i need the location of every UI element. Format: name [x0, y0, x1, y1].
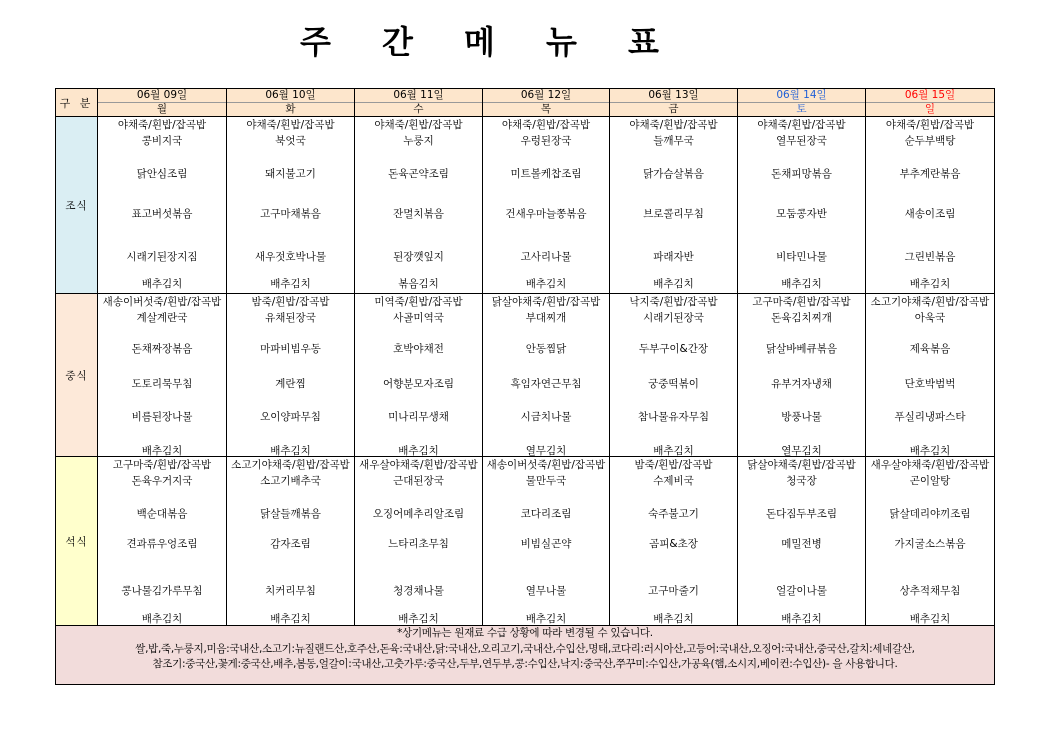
menu-item: 배추김치 [398, 613, 439, 625]
menu-item: 상추적채무침 [899, 585, 961, 597]
menu-item: 돼지불고기 [265, 168, 316, 180]
menu-item: 배추김치 [398, 445, 439, 457]
title-char: 뉴 [546, 23, 577, 61]
menu-item: 배추김치 [653, 278, 694, 290]
day-of-week: 화 [227, 102, 354, 116]
menu-item: 호박야채전 [393, 343, 444, 355]
menu-item: 파래자반 [653, 251, 694, 263]
menu-item: 어향분모자조림 [382, 378, 454, 390]
menu-item: 닭가슴살볶음 [643, 168, 704, 180]
menu-cell [355, 457, 483, 626]
menu-item: 닭안심조림 [136, 168, 188, 180]
menu-item: 돈육우거지국 [131, 475, 193, 487]
menu-item: 돈다짐두부조림 [765, 508, 837, 520]
menu-item: 돈육김치찌개 [771, 312, 832, 324]
menu-item: 사골미역국 [393, 312, 444, 324]
menu-item: 미나리무생채 [388, 411, 449, 423]
menu-item: 돈육곤약조림 [388, 168, 449, 180]
menu-item: 배추김치 [525, 278, 567, 290]
menu-item: 콩나물김가루무침 [121, 585, 203, 597]
menu-item: 배추김치 [270, 445, 311, 457]
menu-item: 모둠콩자반 [776, 208, 827, 220]
menu-item: 수제비국 [653, 475, 694, 487]
menu-cell [483, 457, 610, 626]
menu-cell [355, 294, 483, 457]
menu-item: 미역죽/흰밥/잡곡밥 [374, 296, 463, 308]
menu-item: 미트볼케찹조림 [510, 168, 582, 180]
menu-item: 시금치나물 [520, 411, 572, 423]
menu-item: 배추김치 [909, 445, 951, 457]
day-of-week: 일 [866, 102, 994, 116]
menu-cell [227, 457, 355, 626]
menu-item: 야채죽/흰밥/잡곡밥 [501, 119, 591, 131]
menu-item: 오징어메추리알조림 [372, 508, 465, 520]
menu-item: 들깨무국 [653, 135, 694, 147]
menu-item: 흑임자연근무침 [510, 378, 582, 390]
menu-item: 참나물유자무침 [637, 411, 709, 423]
day-date: 06월 10일 [265, 89, 316, 101]
menu-item: 북엇국 [275, 135, 306, 147]
day-date: 06월 09일 [136, 89, 188, 101]
menu-cell [227, 294, 355, 457]
menu-item: 표고버섯볶음 [131, 208, 193, 220]
day-header [227, 89, 355, 117]
day-header-sunday [866, 89, 995, 117]
origin-info-line: 쌀,밥,죽,누룽지,미음:국내산,소고기:뉴질랜드산,호주산,돈육:국내산,닭:국내산,오리고기,국내산,수입산,명태,코다리:러시아산,고등어:국내산,오징어:국내산,중국산,갈치:세네갈산, [135, 642, 915, 655]
menu-item: 청경채나물 [393, 585, 444, 597]
menu-item: 야채죽/흰밥/잡곡밥 [374, 119, 463, 131]
menu-item: 열무김치 [525, 445, 567, 457]
menu-cell [738, 294, 866, 457]
menu-item: 야채죽/흰밥/잡곡밥 [629, 119, 718, 131]
menu-item: 견과류우엉조림 [126, 538, 198, 550]
menu-item: 건새우마늘쫑볶음 [505, 208, 587, 220]
menu-item: 열무김치 [781, 445, 822, 457]
menu-item: 볶음김치 [398, 278, 439, 290]
menu-item: 숙주불고기 [648, 508, 699, 520]
menu-item: 고사리나물 [520, 251, 572, 263]
menu-item: 단호박범벅 [904, 378, 956, 390]
breakfast-row [56, 117, 995, 294]
menu-item: 메밀전병 [781, 538, 822, 550]
menu-item: 야채죽/흰밥/잡곡밥 [246, 119, 335, 131]
menu-item: 우렁된장국 [520, 135, 572, 147]
menu-item: 부추계란볶음 [899, 168, 961, 180]
menu-cell [738, 117, 866, 294]
menu-item: 방풍나물 [781, 411, 822, 423]
menu-item: 얼갈이나물 [776, 585, 827, 597]
menu-item: 비름된장나물 [131, 411, 193, 423]
menu-item: 누룽지 [403, 135, 434, 147]
menu-item: 배추김치 [909, 613, 951, 625]
menu-item: 물만두국 [525, 475, 567, 487]
menu-item: 유부겨자냉채 [771, 378, 832, 390]
day-of-week: 월 [98, 102, 226, 116]
menu-item: 배추김치 [141, 445, 183, 457]
menu-item: 유채된장국 [265, 312, 316, 324]
lunch-row [56, 294, 995, 457]
day-date: 06월 13일 [648, 89, 699, 101]
menu-item: 소고기야채죽/흰밥/잡곡밥 [870, 296, 990, 308]
menu-item: 배추김치 [270, 613, 311, 625]
menu-cell [610, 117, 738, 294]
menu-item: 새송이버섯죽/흰밥/잡곡밥 [486, 459, 606, 471]
day-date: 06월 14일 [776, 89, 827, 101]
menu-item: 곰피&초장 [649, 538, 698, 550]
menu-item: 닭살야채죽/흰밥/잡곡밥 [491, 296, 601, 308]
menu-item: 새우젓호박나물 [254, 251, 326, 263]
menu-item: 콩비지국 [141, 135, 183, 147]
notice-row [56, 626, 995, 685]
menu-item: 감자조림 [270, 538, 311, 550]
menu-item: 야채죽/흰밥/잡곡밥 [117, 119, 207, 131]
menu-item: 고구마죽/흰밥/잡곡밥 [752, 296, 851, 308]
menu-item: 오이양파무침 [260, 411, 321, 423]
notice-cell [56, 626, 995, 685]
day-date: 06월 11일 [393, 89, 444, 101]
notice-line: *상기메뉴는 원재료 수급 상황에 따라 변경될 수 있습니다. [397, 627, 653, 639]
menu-cell [98, 457, 227, 626]
day-of-week: 수 [355, 102, 482, 116]
menu-item: 부대찌개 [525, 312, 567, 324]
weekly-menu-table [55, 88, 995, 685]
menu-item: 청국장 [786, 475, 817, 487]
page-title [0, 22, 1053, 62]
menu-item: 코다리조림 [520, 508, 572, 520]
menu-cell [610, 294, 738, 457]
menu-item: 마파비빔우동 [260, 343, 321, 355]
day-date: 06월 15일 [904, 89, 956, 101]
menu-cell [866, 294, 995, 457]
menu-item: 도토리묵무침 [131, 378, 193, 390]
title-char: 간 [382, 23, 413, 61]
day-header [355, 89, 483, 117]
menu-item: 두부구이&간장 [638, 343, 709, 355]
menu-item: 새우살야채죽/흰밥/잡곡밥 [870, 459, 990, 471]
menu-item: 소고기야채죽/흰밥/잡곡밥 [231, 459, 350, 471]
menu-item: 배추김치 [270, 278, 311, 290]
menu-item: 돈채피망볶음 [771, 168, 832, 180]
menu-item: 닭살들깨볶음 [260, 508, 321, 520]
menu-item: 궁중떡볶이 [648, 378, 699, 390]
menu-item: 아욱국 [914, 312, 946, 324]
menu-item: 느타리초무침 [388, 538, 449, 550]
menu-item: 닭살야채죽/흰밥/잡곡밥 [747, 459, 856, 471]
menu-item: 안동찜닭 [525, 343, 567, 355]
menu-item: 배추김치 [141, 278, 183, 290]
menu-item: 밤죽/흰밥/잡곡밥 [634, 459, 713, 471]
menu-item: 고구마죽/흰밥/잡곡밥 [112, 459, 212, 471]
day-header [610, 89, 738, 117]
menu-item: 근대된장국 [393, 475, 444, 487]
origin-info-line: 참조기:중국산,꽃게:중국산,배추,봄동,얼갈이:국내산,고춧가루:중국산,두부,연두부,콩:수입산,낙지:중국산,쭈꾸미:수입산,가공육(햄,소시지,베이컨:수입산)- 을 사용합니다. [152, 658, 898, 670]
menu-item: 열무된장국 [776, 135, 827, 147]
menu-item: 제육볶음 [909, 343, 951, 355]
menu-item: 그린빈볶음 [904, 251, 956, 263]
menu-item: 순두부백탕 [904, 135, 956, 147]
meal-label-dinner: 석식 [56, 457, 98, 626]
menu-item: 새송이버섯죽/흰밥/잡곡밥 [102, 296, 222, 308]
menu-item: 배추김치 [653, 613, 694, 625]
menu-item: 잔멸치볶음 [393, 208, 444, 220]
menu-item: 열무나물 [525, 585, 567, 597]
day-of-week: 토 [738, 102, 865, 116]
menu-item: 소고기배추국 [260, 475, 321, 487]
menu-item: 낙지죽/흰밥/잡곡밥 [629, 296, 718, 308]
menu-item: 돈채짜장볶음 [131, 343, 193, 355]
menu-cell [738, 457, 866, 626]
menu-item: 된장깻잎지 [393, 251, 444, 263]
day-header [483, 89, 610, 117]
menu-item: 배추김치 [909, 278, 951, 290]
meal-label-breakfast: 조식 [56, 117, 98, 294]
title-char: 주 [300, 23, 331, 61]
header-row [56, 89, 995, 117]
menu-cell [866, 117, 995, 294]
menu-cell [483, 117, 610, 294]
menu-cell [866, 457, 995, 626]
meal-label-lunch: 중식 [56, 294, 98, 457]
menu-cell [355, 117, 483, 294]
menu-item: 치커리무침 [265, 585, 316, 597]
menu-item: 곤이알탕 [909, 475, 951, 487]
menu-item: 닭살바베큐볶음 [765, 343, 837, 355]
menu-item: 계살계란국 [136, 312, 188, 324]
dinner-row [56, 457, 995, 626]
menu-cell [98, 117, 227, 294]
menu-item: 닭살데리야끼조림 [889, 508, 971, 520]
day-of-week: 금 [610, 102, 737, 116]
menu-item: 배추김치 [141, 613, 183, 625]
menu-item: 계란찜 [275, 378, 306, 390]
menu-item: 고구마채볶음 [260, 208, 321, 220]
day-of-week: 목 [483, 102, 609, 116]
day-header-saturday [738, 89, 866, 117]
menu-item: 야채죽/흰밥/잡곡밥 [885, 119, 975, 131]
menu-item: 비타민나물 [776, 251, 827, 263]
title-char: 메 [464, 23, 495, 61]
menu-item: 시래기된장지짐 [126, 251, 198, 263]
day-header [98, 89, 227, 117]
menu-item: 배추김치 [781, 613, 822, 625]
menu-item: 비빔실곤약 [520, 538, 572, 550]
menu-item: 새우살야채죽/흰밥/잡곡밥 [359, 459, 478, 471]
menu-item: 가지굴소스볶음 [894, 538, 966, 550]
menu-cell [98, 294, 227, 457]
menu-item: 시래기된장국 [643, 312, 704, 324]
menu-item: 야채죽/흰밥/잡곡밥 [757, 119, 846, 131]
day-date: 06월 12일 [520, 89, 572, 101]
menu-cell [227, 117, 355, 294]
category-header: 구 분 [56, 89, 98, 117]
menu-item: 배추김치 [525, 613, 567, 625]
menu-cell [610, 457, 738, 626]
menu-item: 백순대볶음 [136, 508, 188, 520]
title-char: 표 [628, 23, 659, 61]
menu-item: 푸실리냉파스타 [894, 411, 966, 423]
menu-item: 배추김치 [653, 445, 694, 457]
menu-cell [483, 294, 610, 457]
menu-item: 새송이조림 [904, 208, 956, 220]
menu-item: 배추김치 [781, 278, 822, 290]
menu-item: 브로콜리무침 [643, 208, 704, 220]
menu-item: 고구마줄기 [648, 585, 699, 597]
menu-item: 밤죽/흰밥/잡곡밥 [251, 296, 330, 308]
